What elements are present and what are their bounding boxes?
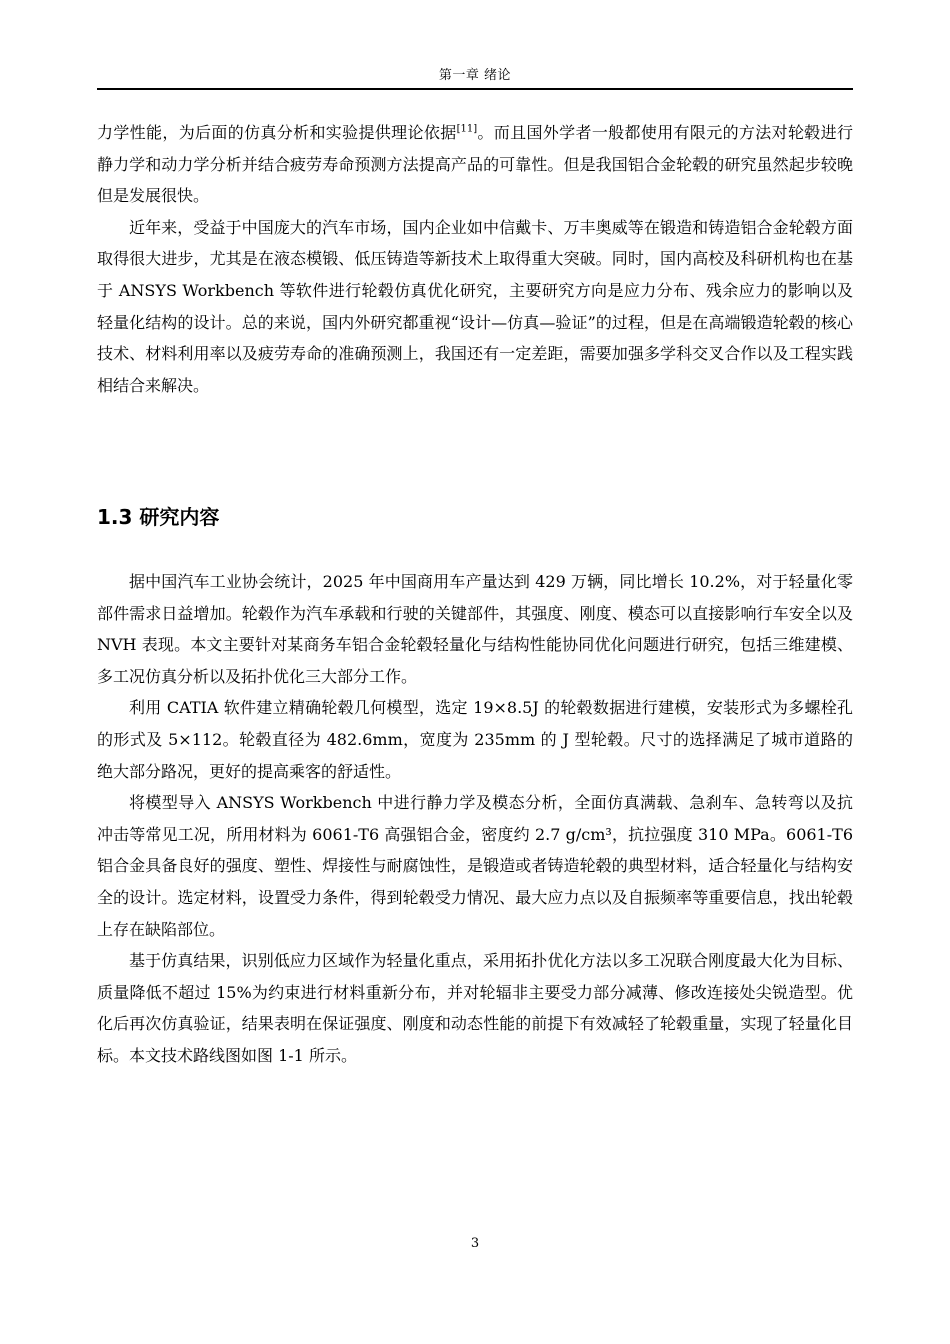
intro-block [97,117,853,401]
section-paragraph-4: 基于仿真结果，识别低应力区域作为轻量化重点，采用拓扑优化方法以多工况联合刚度最大化为目标、质量降低不超过 15%为约束进行材料重新分布，并对轮辐非主要受力部分减薄、修改连接处尖锐造型。优化后再次仿真验证，结果表明在保证强度、刚度和动态性能的前提下有效减轻了轮毂重量，实现了轻量化目标。本文技术路线图如图 1-1 所示。 [97,951,853,1065]
intro-paragraph-1 [97,117,853,212]
intro-paragraph-1-text: 力学性能，为后面的仿真分析和实验提供理论依据 [97,123,457,142]
section-paragraph-1: 据中国汽车工业协会统计，2025 年中国商用车产量达到 429 万辆，同比增长 10.2%，对于轻量化零部件需求日益增加。轮毂作为汽车承载和行驶的关键部件，其强度、刚度、模态可以直接影响行车安全以及 NVH 表现。本文主要针对某商务车铝合金轮毂轻量化与结构性能协同优化问题进行研究，包括三维建模、多工况仿真分析以及拓扑优化三大部分工作。 [97,572,853,686]
intro-paragraph-1-text-after: 。而且国外学者一般都使用有限元的方法对轮毂进行静力学和动力学分析并结合疲劳寿命预测方法提高产品的可靠性。但是我国铝合金轮毂的研究虽然起步较晚但是发展很快。 [97,123,853,206]
header-rule [97,88,853,90]
section-paragraph-3: 将模型导入 ANSYS Workbench 中进行静力学及模态分析，全面仿真满载、急刹车、急转弯以及抗冲击等常见工况，所用材料为 6061-T6 高强铝合金，密度约 2.7 g/cm³，抗拉强度 310 MPa。6061-T6 铝合金具备良好的强度、塑性、焊接性与耐腐蚀性，是锻造或者铸造轮毂的典型材料，适合轻量化与结构安全的设计。选定材料，设置受力条件，得到轮毂受力情况、最大应力点以及自振频率等重要信息，找出轮毂上存在缺陷部位。 [97,793,853,939]
section-heading: 1.3 研究内容 [97,505,220,529]
page-header: 第一章 绪论 [438,68,512,83]
intro-paragraph-2: 近年来，受益于中国庞大的汽车市场，国内企业如中信戴卡、万丰奥威等在锻造和铸造铝合金轮毂方面取得很大进步，尤其是在液态模锻、低压铸造等新技术上取得重大突破。同时，国内高校及科研机构也在基于 ANSYS Workbench 等软件进行轮毂仿真优化研究，主要研究方向是应力分布、残余应力的影响以及轻量化结构的设计。总的来说，国内外研究都重视“设计—仿真—验证”的过程，但是在高端锻造轮毂的核心技术、材料利用率以及疲劳寿命的准确预测上，我国还有一定差距，需要加强多学科交叉合作以及工程实践相结合来解决。 [97,217,853,395]
citation-marker: [11] [456,123,478,135]
section-paragraph-2: 利用 CATIA 软件建立精确轮毂几何模型，选定 19×8.5J 的轮毂数据进行建模，安装形式为多螺栓孔的形式及 5×112。轮毂直径为 482.6mm，宽度为 235mm 的 J 型轮毂。尺寸的选择满足了城市道路的绝大部分路况，更好的提高乘客的舒适性。 [97,698,853,781]
page-number: 3 [470,1236,480,1251]
section-body [97,566,853,1072]
